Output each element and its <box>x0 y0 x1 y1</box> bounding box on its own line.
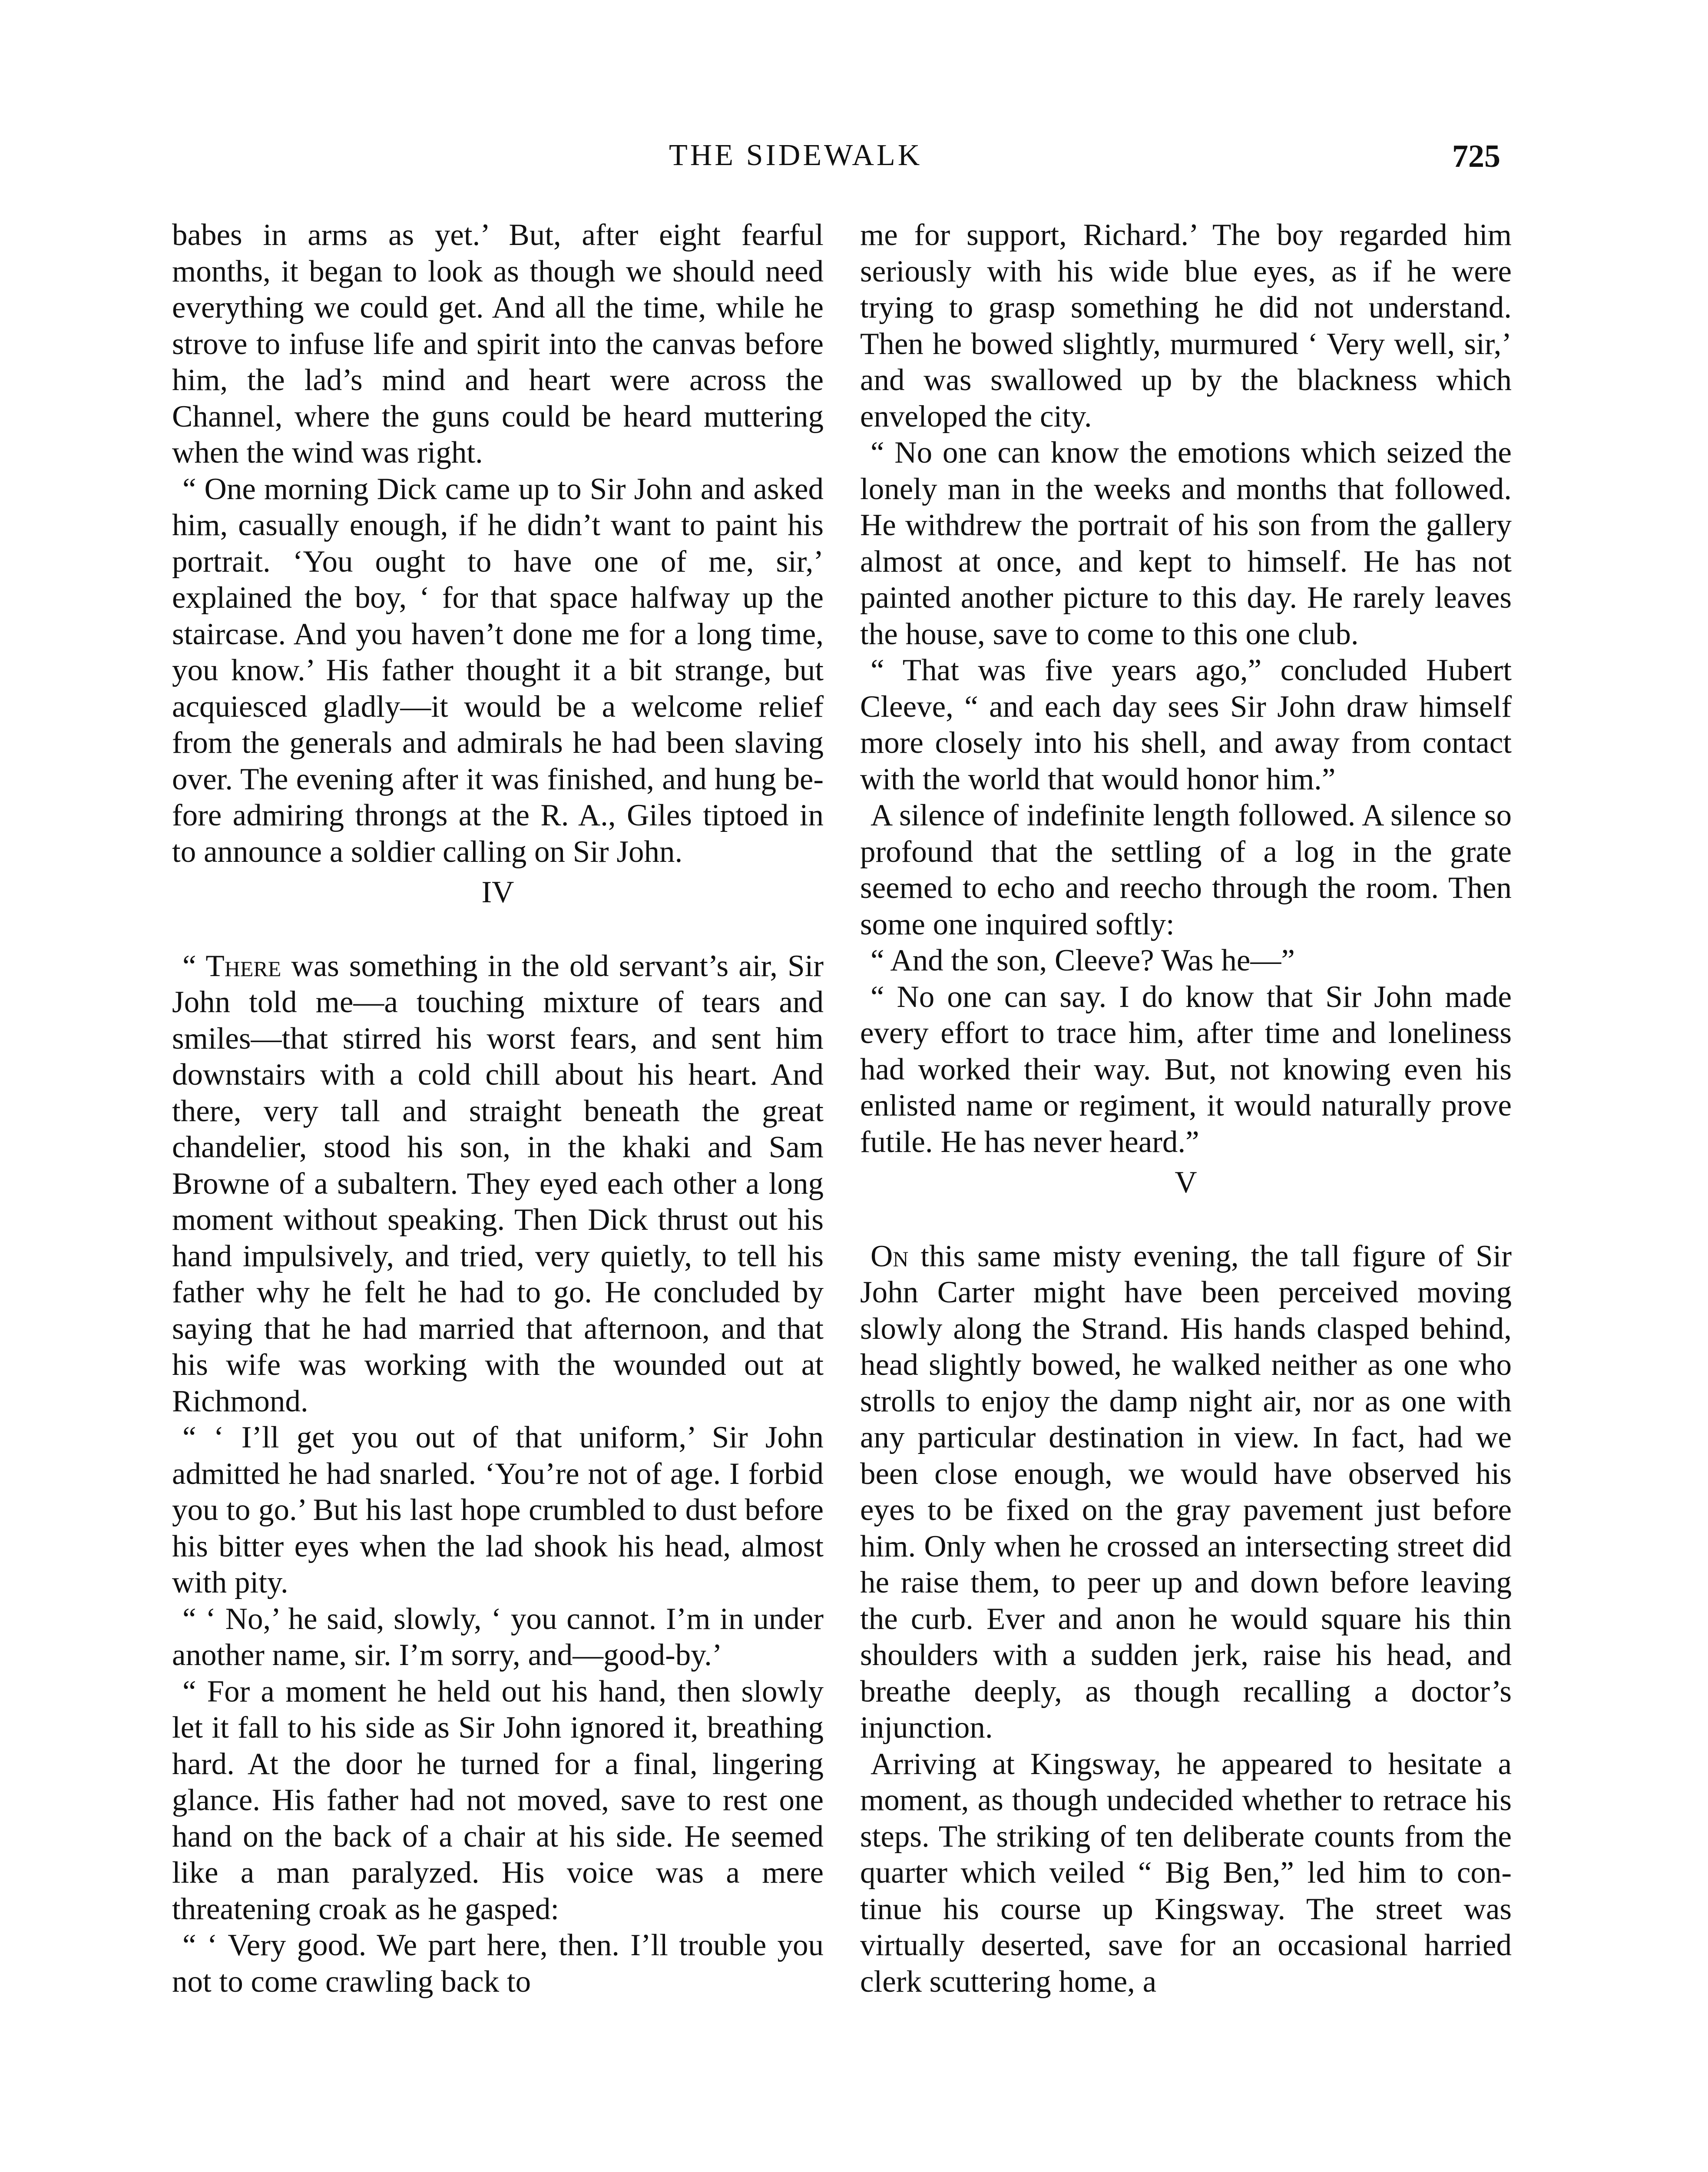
paragraph: me for support, Richard.’ The boy regarded him seriously with his wide blue eyes, as if he were trying to grasp something he did not understand. Then he bowed slightly, murmured ‘ Very well, sir,’ and was swallowed up by the blackness which enveloped the city. <box>860 218 1512 434</box>
page-header <box>0 138 1708 190</box>
page-number: 725 <box>1452 139 1500 174</box>
paragraph: A silence of indefinite length followed. A silence so profound that the settling of a log in the grate seemed to echo and reecho through the room. Then some one inquired softly: <box>860 798 1512 941</box>
paragraph: “ That was five years ago,” concluded Hubert Cleeve, “ and each day sees Sir John draw himself more closely into his shell, and away from contact with the world that would honor him.” <box>860 653 1512 796</box>
paragraph-lead-word: “ There <box>182 949 281 983</box>
paragraph-lead-word: On <box>871 1239 909 1273</box>
paragraph: “ ‘ No,’ he said, slowly, ‘ you cannot. I’m in under another name, sir. I’m sorry, and—good-by.’ <box>172 1602 824 1672</box>
paragraph: “ ‘ Very good. We part here, then. I’ll trouble you not to come crawling back to <box>172 1928 824 1999</box>
paragraph: “ No one can say. I do know that Sir John made every effort to trace him, after time and loneliness had worked their way. But, not knowing even his enlisted name or regiment, it would naturally prove futile. He has never heard.” <box>860 980 1512 1159</box>
section-heading-iv: IV <box>481 875 514 909</box>
paragraph: “ And the son, Cleeve? Was he—” <box>871 944 1295 977</box>
paragraph-text: was something in the old servant’s air, Sir John told me—a touching mixture of tears and smiles—that stirred his worst fears, and sent him downstairs with a cold chill about his heart. And there, very tall and straight beneath the great chandelier, stood his son, in the khaki and Sam Browne of a subaltern. They eyed each other a long moment without speaking. Then Dick thrust out his hand impulsively, and tried, very quietly, to tell his father why he felt he had to go. He concluded by saying that he had married that afternoon, and that his wife was working with the wounded out at Richmond. <box>172 949 824 1418</box>
paragraph: “ For a moment he held out his hand, then slowly let it fall to his side as Sir John ignored it, breathing hard. At the door he turned for a final, lingering glance. His father had not moved, save to rest one hand on the back of a chair at his side. He seemed like a man paralyzed. His voice was a mere threatening croak as he gasped: <box>172 1674 824 1926</box>
paragraph: “ ‘ I’ll get you out of that uniform,’ Sir John admitted he had snarled. ‘You’re not of age. I forbid you to go.’ But his last hope crumbled to dust before his bitter eyes when the lad shook his head, almost with pity. <box>172 1420 824 1599</box>
right-column <box>860 217 1512 2000</box>
paragraph: “ No one can know the emotions which seized the lonely man in the weeks and months that followed. He withdrew the portrait of his son from the gallery almost at once, and kept to himself. He has not painted another picture to this day. He rarely leaves the house, save to come to this one club. <box>860 436 1512 651</box>
left-column <box>172 217 824 2000</box>
paragraph: Arriving at Kingsway, he appeared to hesitate a moment, as though undecided whether to retrace his steps. The striking of ten deliberate counts from the quarter which veiled “ Big Ben,” led him to continue his course up Kingsway. The street was virtually deserted, save for an occasional harried clerk scuttering home, a <box>860 1747 1512 1999</box>
paragraph <box>860 1238 1512 1746</box>
paragraph <box>172 948 824 1420</box>
paragraph-text: this same misty evening, the tall figure of Sir John Carter might have been perceived moving slowly along the Strand. His hands clasped behind, head slightly bowed, he walked neither as one who strolls to enjoy the damp night air, nor as one with any particular destination in view. In fact, had we been close enough, we would have observed his eyes to be fixed on the gray pavement just before him. Only when he crossed an intersecting street did he raise them, to peer up and down before leaving the curb. Ever and anon he would square his thin shoulders with a sudden jerk, raise his head, and breathe deeply, as though recalling a doctor’s injunction. <box>860 1239 1512 1745</box>
section-heading-v: V <box>1175 1165 1197 1199</box>
paragraph: babes in arms as yet.’ But, after eight fearful months, it began to look as though we should need everything we could get. And all the time, while he strove to infuse life and spirit into the canvas before him, the lad’s mind and heart were across the Channel, where the guns could be heard muttering when the wind was right. <box>172 218 824 470</box>
running-title: THE SIDEWALK <box>669 139 923 172</box>
paragraph: “ One morning Dick came up to Sir John and asked him, casually enough, if he didn’t want to paint his portrait. ‘You ought to have one of me, sir,’ explained the boy, ‘ for that space halfway up the staircase. And you haven’t done me for a long time, you know.’ His father thought it a bit strange, but acquiesced gladly—it would be a welcome relief from the generals and admirals he had been slaving over. The evening after it was finished, and hung before admiring throngs at the R. A., Giles tiptoed in to announce a soldier calling on Sir John. <box>172 472 824 869</box>
